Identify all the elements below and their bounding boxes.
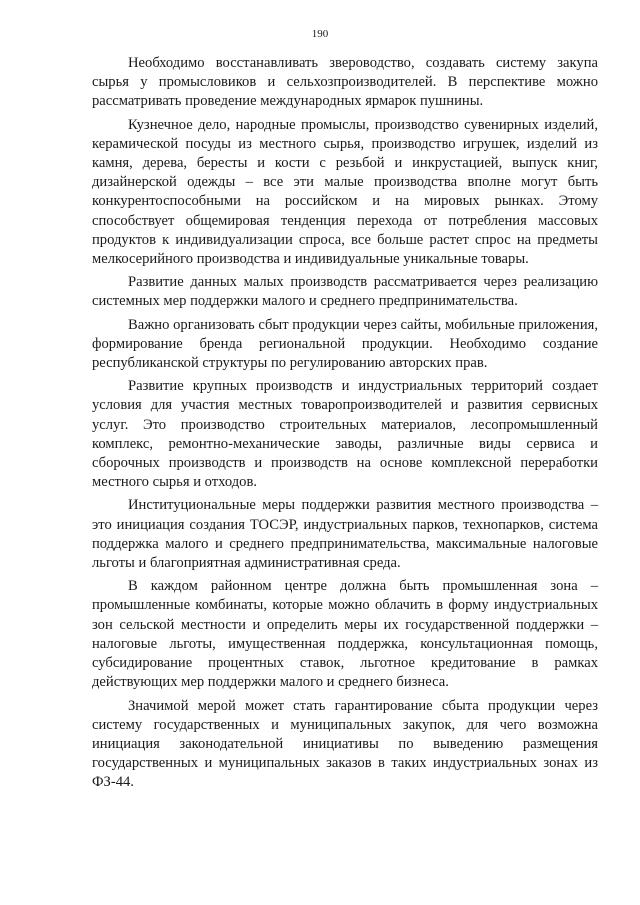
- paragraph-sales-channels: Важно организовать сбыт продукции через сайты, мобильные приложения, формирование бренда региональной продукции. Необходимо создание республиканской структуры по регулированию авторских прав.: [92, 316, 598, 372]
- paragraph-industrial-zones: В каждом районном центре должна быть промышленная зона – промышленные комбинаты, которые можно облачить в форму индустриальных зон сельской местности и определить меры их государственной поддержки – налоговые льготы, имущественная поддержка, консультационная помощь, субсидирование процентных ставок, льготное кредитование в рамках действующих мер поддержки малого и среднего бизнеса.: [92, 578, 598, 691]
- paragraph-crafts: Кузнечное дело, народные промыслы, производство сувенирных изделий, керамической посуды из местного сырья, производство игрушек, изделий из камня, дерева, бересты и кости с резьбой и инкрустацией, выпуск книг, дизайнерской одежды – все эти малые производства вполне могут быть конкурентоспособными на российском и на мировых рынках. Этому способствует общемировая тенденция перехода от потребления массовых продуктов к индивидуализации спроса, все больше растет спрос на предметы мелкосерийного производства и индивидуальные уникальные товары.: [92, 116, 598, 268]
- body-text: [92, 54, 598, 793]
- paragraph-procurement: Значимой мерой может стать гарантирование сбыта продукции через систему государственных и муниципальных закупок, для чего возможна инициация законодательной инициативы по выведению размещения государственных и муниципальных заказов в таких индустриальных зонах из ФЗ-44.: [92, 697, 598, 791]
- paragraph-fur-farming: Необходимо восстанавливать звероводство, создавать систему закупа сырья у промысловиков и сельхозпроизводителей. В перспективе можно рассматривать проведение международных ярмарок пушнины.: [92, 55, 598, 110]
- paragraph-large-production: Развитие крупных производств и индустриальных территорий создает условия для участия местных товаропроизводителей и развития сервисных услуг. Это производство строительных материалов, лесопромышленный комплекс, ремонтно-механические заводы, различные виды сервиса и сборочных производств и производств на основе комплексной переработки местного сырья и отходов.: [92, 378, 598, 491]
- paragraph-institutional-measures: Институциональные меры поддержки развития местного производства – это инициация создания ТОСЭР, индустриальных парков, технопарков, система поддержка малого и среднего предпринимательства, максимальные налоговые льготы и благоприятная административная среда.: [92, 497, 598, 572]
- paragraph-small-business-support: Развитие данных малых производств рассматривается через реализацию системных мер поддержки малого и среднего предпринимательства.: [92, 274, 598, 310]
- page-number: 190: [311, 28, 329, 40]
